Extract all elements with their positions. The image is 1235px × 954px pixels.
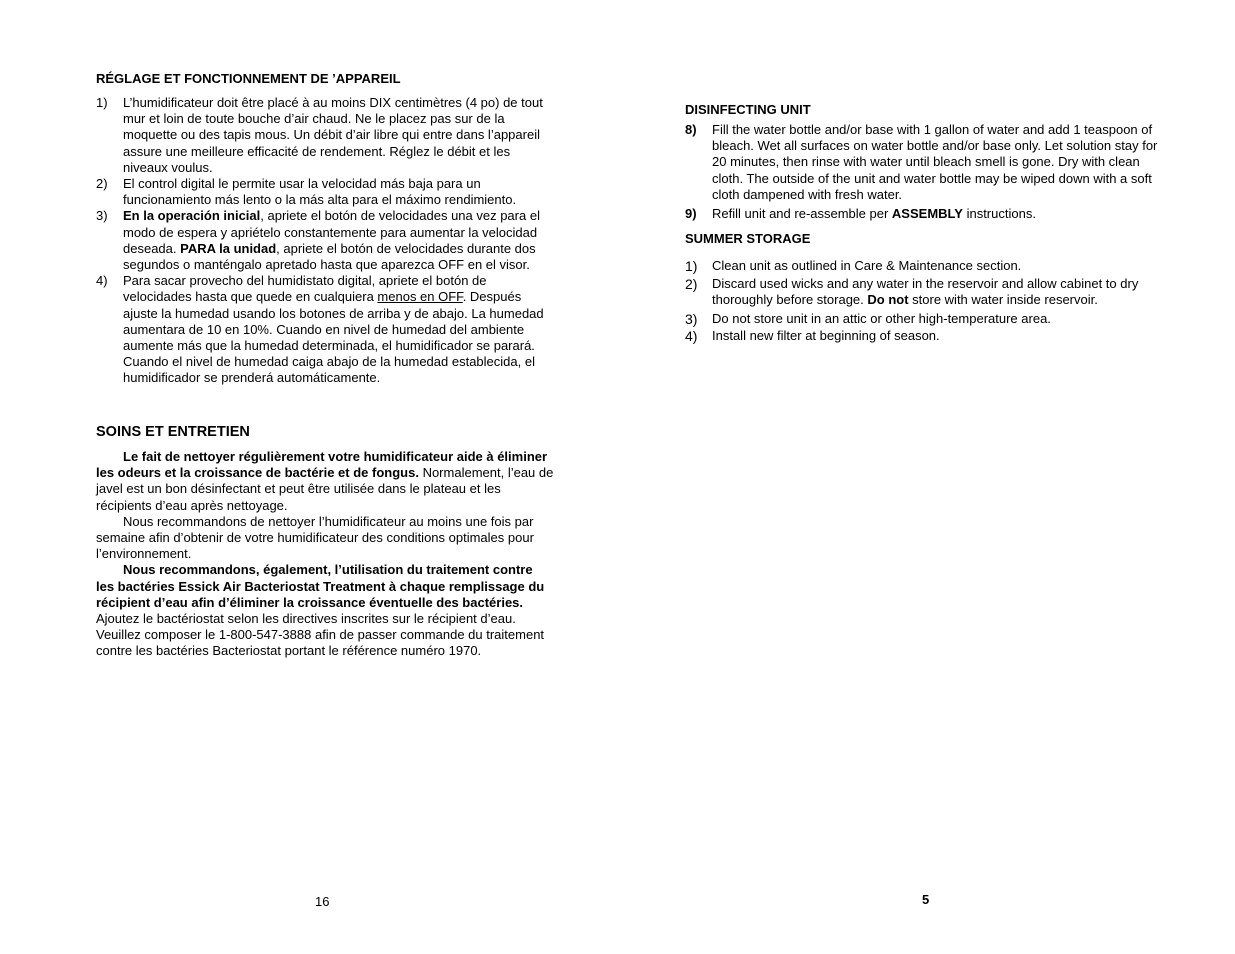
list-item (96, 95, 554, 176)
item-text: Do not store unit in an attic or other high-temperature area. (712, 310, 1051, 326)
item-text: . Después ajuste la humedad usando los botones de arriba y de abajo. La humedad aumentara de 10 en 10%. Cuando en nivel de humedad del ambiente aumente más que la humedad determinada, el humidificador se parará. Cuando el nivel de humedad caiga abajo de la humedad establecida, el humidificador se prenderá automáticamente. (123, 289, 544, 386)
list-item (685, 311, 1165, 327)
reglage-list (96, 95, 554, 387)
list-item (685, 328, 1165, 344)
item-text: Clean unit as outlined in Care & Maintenance section. (712, 258, 1022, 273)
paragraph-bold: Le fait de nettoyer régulièrement votre humidificateur aide à éliminer les odeurs et la croissance de bactérie et de fongus. (96, 449, 548, 481)
item-text: Fill the water bottle and/or base with 1 gallon of water and add 1 teaspoon of bleach. Wet all surfaces on water bottle and/or base only. Let solution stay for 20 minutes, then rinse with water until bleach smell is gone. Dry with clean cloth. The outside of the unit and water bottle may be wiped down with a soft cloth dampened with fresh water. (712, 122, 1158, 202)
disinfecting-list (685, 122, 1165, 222)
item-text: store with water inside reservoir. (908, 292, 1098, 308)
list-item (685, 276, 1165, 308)
list-item (96, 273, 554, 386)
item-bold-text: ASSEMBLY (891, 206, 963, 222)
item-number: 3) (96, 208, 108, 224)
item-bold-text: En la operación inicial (123, 208, 261, 224)
item-text: El control digital le permite usar la velocidad más baja para un funcionamiento más lento o la más alta para el máximo rendimiento. (123, 176, 517, 208)
list-item (685, 258, 1165, 274)
item-number: 4) (685, 327, 698, 344)
paragraph (96, 449, 554, 514)
list-item (96, 208, 554, 273)
item-bold-text: PARA la unidad (180, 240, 277, 256)
item-text: L’humidificateur doit être placé à au moins DIX centimètres (4 po) de tout mur et loin de toute bouche d’air chaud. Ne le placez pas sur de la moquette ou des tapis mous. Un débit d’air libre qui entre dans l’appareil assure une meilleure efficacité de rendement. Réglez le débit et les niveaux voulus. (123, 95, 543, 175)
section-heading-reglage: RÉGLAGE ET FONCTIONNEMENT DE ’APPAREIL (96, 71, 401, 86)
summer-storage-list (685, 258, 1165, 344)
item-text: Install new filter at beginning of season. (712, 327, 940, 343)
item-number: 2) (685, 276, 698, 293)
item-number: 1) (685, 258, 698, 274)
item-number: 3) (685, 310, 698, 327)
list-item (685, 122, 1165, 203)
section-heading-summer-storage: SUMMER STORAGE (685, 231, 811, 246)
page-number-left: 16 (315, 894, 330, 909)
item-text: instructions. (962, 206, 1036, 222)
item-text: , apriete el botón de velocidades una vez para el modo de espera y apriételo constantemente para aumentar la velocidad deseada. (123, 208, 540, 256)
paragraph: Nous recommandons de nettoyer l’humidificateur au moins une fois par semaine afin d’obtenir de votre humidificateur des conditions optimales pour l’environnement. (96, 513, 534, 562)
section-heading-disinfecting: DISINFECTING UNIT (685, 102, 811, 117)
paragraph-text: Ajoutez le bactériostat selon les directives inscrites sur le récipient d’eau. Veuillez composer le 1-800-547-3888 afin de passer commande du traitement contre les bactéries Bacteriostat portant le référence numéro 1970. (96, 611, 545, 659)
paragraph-bold: Nous recommandons, également, l’utilisation du traitement contre les bactéries Essick Air Bacteriostat Treatment à chaque remplissage du récipient d’eau afin d’éliminer la croissance éventuelle des bactéries. (96, 562, 545, 610)
list-item (685, 206, 1165, 222)
item-number: 2) (96, 176, 108, 192)
page-number-right: 5 (922, 892, 930, 907)
item-underlined-text: menos en OFF (377, 289, 463, 305)
paragraph-text: Normalement, l’eau de javel est un bon désinfectant et peut être utilisée dans le plateau et les récipients d’eau après nettoyage. (96, 465, 554, 513)
item-number: 9) (685, 206, 697, 222)
section-heading-soins: SOINS ET ENTRETIEN (96, 424, 250, 440)
item-bold-text: Do not (867, 292, 909, 308)
list-item (96, 176, 554, 208)
item-text: , apriete el botón de velocidades durante dos segundos o manténgalo apretado hasta que aparezca OFF en el visor. (123, 240, 536, 273)
item-text: Para sacar provecho del humidistato digital, apriete el botón de velocidades hasta que quede en cualquiera (123, 273, 487, 305)
paragraph (96, 562, 554, 659)
item-text: Discard used wicks and any water in the reservoir and allow cabinet to dry thoroughly before storage. (712, 276, 1139, 308)
item-number: 1) (96, 95, 108, 110)
item-text: Refill unit and re-assemble per (712, 206, 892, 222)
item-number: 4) (96, 273, 108, 289)
item-number: 8) (685, 122, 697, 137)
soins-body (96, 449, 554, 660)
